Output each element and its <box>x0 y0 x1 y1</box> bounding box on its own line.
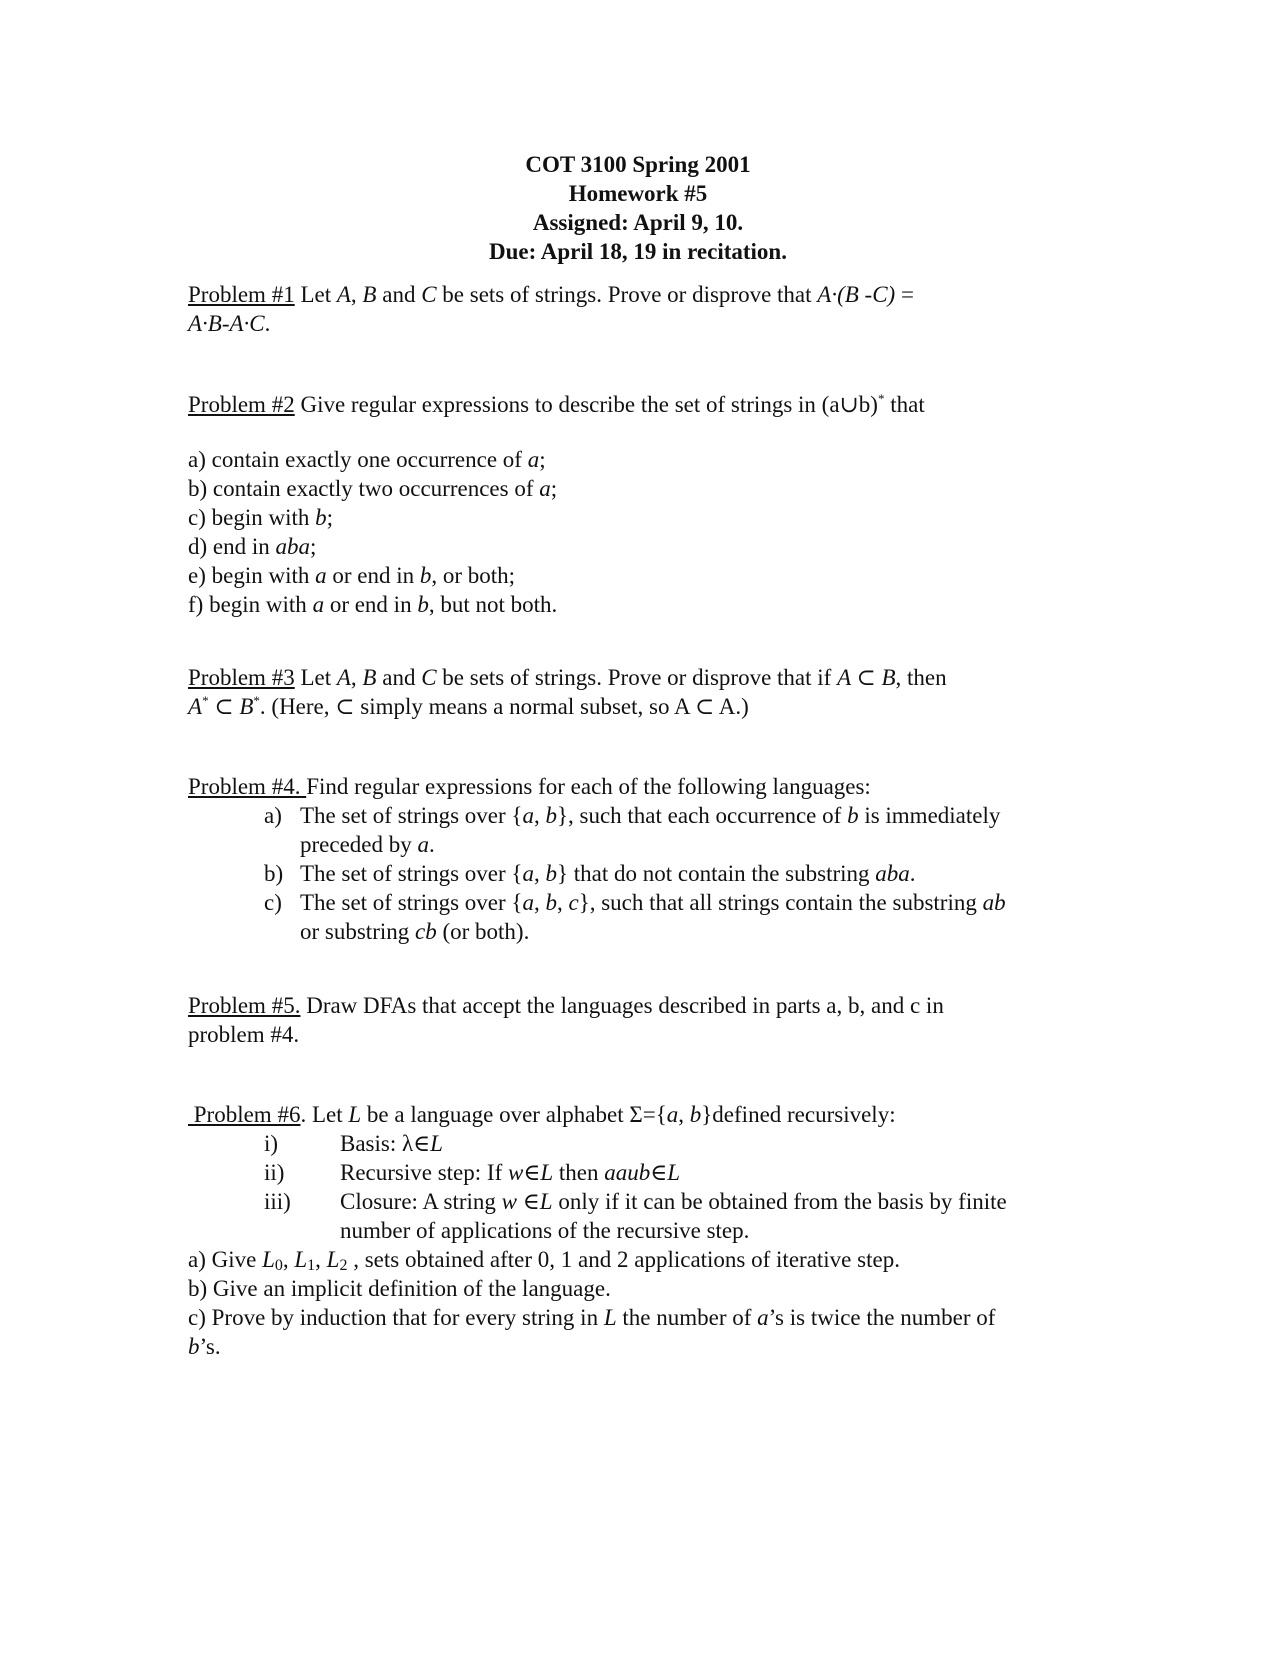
list-item: b) contain exactly two occurrences of a; <box>188 476 558 501</box>
problem-5-line-1: Problem #5. Draw DFAs that accept the languages described in parts a, b, and c in <box>188 993 944 1018</box>
problem-1-line-2: A·B-A·C. <box>188 311 271 336</box>
homework-title: Homework #5 <box>568 181 708 206</box>
problem-5-title: Problem #5. <box>188 993 301 1018</box>
list-item: i) Basis: λ∈L <box>264 1131 443 1156</box>
problem-3-line-1: Problem #3 Let A, B and C be sets of strings. Prove or disprove that if A ⊂ B, then <box>188 665 947 690</box>
document-header <box>188 150 1088 266</box>
problem-2-statement: Problem #2 Give regular expressions to describe the set of strings in (a∪b)* that <box>188 391 925 417</box>
assigned-date: Assigned: April 9, 10. <box>532 210 744 235</box>
list-item: f) begin with a or end in b, but not both. <box>188 592 558 617</box>
problem-3 <box>188 663 1088 721</box>
list-item: iii) Closure: A string w ∈L only if it can be obtained from the basis by finite number of applications of the recursive step. <box>264 1189 1007 1243</box>
list-item: ii) Recursive step: If w∈L then aaub∈L <box>264 1160 681 1185</box>
problem-1-title: Problem #1 <box>188 282 295 307</box>
problem-6-question-c-cont: b’s. <box>188 1334 221 1359</box>
list-item: c) The set of strings over {a, b, c}, such that all strings contain the substring ab or substring cb (or both). <box>264 890 1006 944</box>
problem-1-expression-left: A·(B -C) <box>817 282 896 307</box>
problem-6-question-c: c) Prove by induction that for every string in L the number of a’s is twice the number of <box>188 1305 996 1330</box>
problem-6 <box>188 1100 1088 1361</box>
course-title: COT 3100 Spring 2001 <box>525 152 751 177</box>
problem-4 <box>188 772 1088 946</box>
problem-5-line-2: problem #4. <box>188 1022 300 1047</box>
problem-3-title: Problem #3 <box>188 665 295 690</box>
problem-6-question-b: b) Give an implicit definition of the language. <box>188 1276 611 1301</box>
problem-4-intro: Problem #4. Find regular expressions for each of the following languages: <box>188 774 871 799</box>
problem-5 <box>188 991 1088 1049</box>
problem-2-list <box>188 445 1088 619</box>
problem-2-title: Problem #2 <box>188 392 295 417</box>
list-item: e) begin with a or end in b, or both; <box>188 563 516 588</box>
list-item: c) begin with b; <box>188 505 333 530</box>
problem-6-question-a: a) Give $L_0$, $L_1$, $L_2$ , sets obtained after 0, 1 and 2 applications of iterative step. <box>188 1247 900 1274</box>
document-page <box>188 0 1088 1656</box>
problem-1-line-1: Problem #1 Let A, B and C be sets of strings. Prove or disprove that A·(B -C) = <box>188 282 914 307</box>
list-item: d) end in aba; <box>188 534 317 559</box>
problem-4-list <box>188 801 1088 946</box>
problem-2 <box>188 390 1088 419</box>
problem-6-title: Problem #6 <box>188 1102 301 1127</box>
problem-6-statement: Problem #6. Let L be a language over alphabet Σ={a, b}defined recursively: <box>188 1102 896 1127</box>
problem-3-line-2: A* ⊂ B*. (Here, ⊂ simply means a normal subset, so A ⊂ A.) <box>188 693 749 719</box>
list-item: b) The set of strings over {a, b} that do not contain the substring aba. <box>264 861 916 886</box>
problem-4-title: Problem #4. <box>188 774 307 799</box>
problem-6-definition-list <box>188 1129 1088 1245</box>
problem-1-expression-right: A·B-A·C <box>188 311 265 336</box>
list-item: a) contain exactly one occurrence of a; <box>188 447 546 472</box>
due-date: Due: April 18, 19 in recitation. <box>489 239 787 264</box>
problem-1 <box>188 280 1088 338</box>
list-item: a) The set of strings over {a, b}, such that each occurrence of b is immediately preceded by a. <box>264 803 1001 857</box>
